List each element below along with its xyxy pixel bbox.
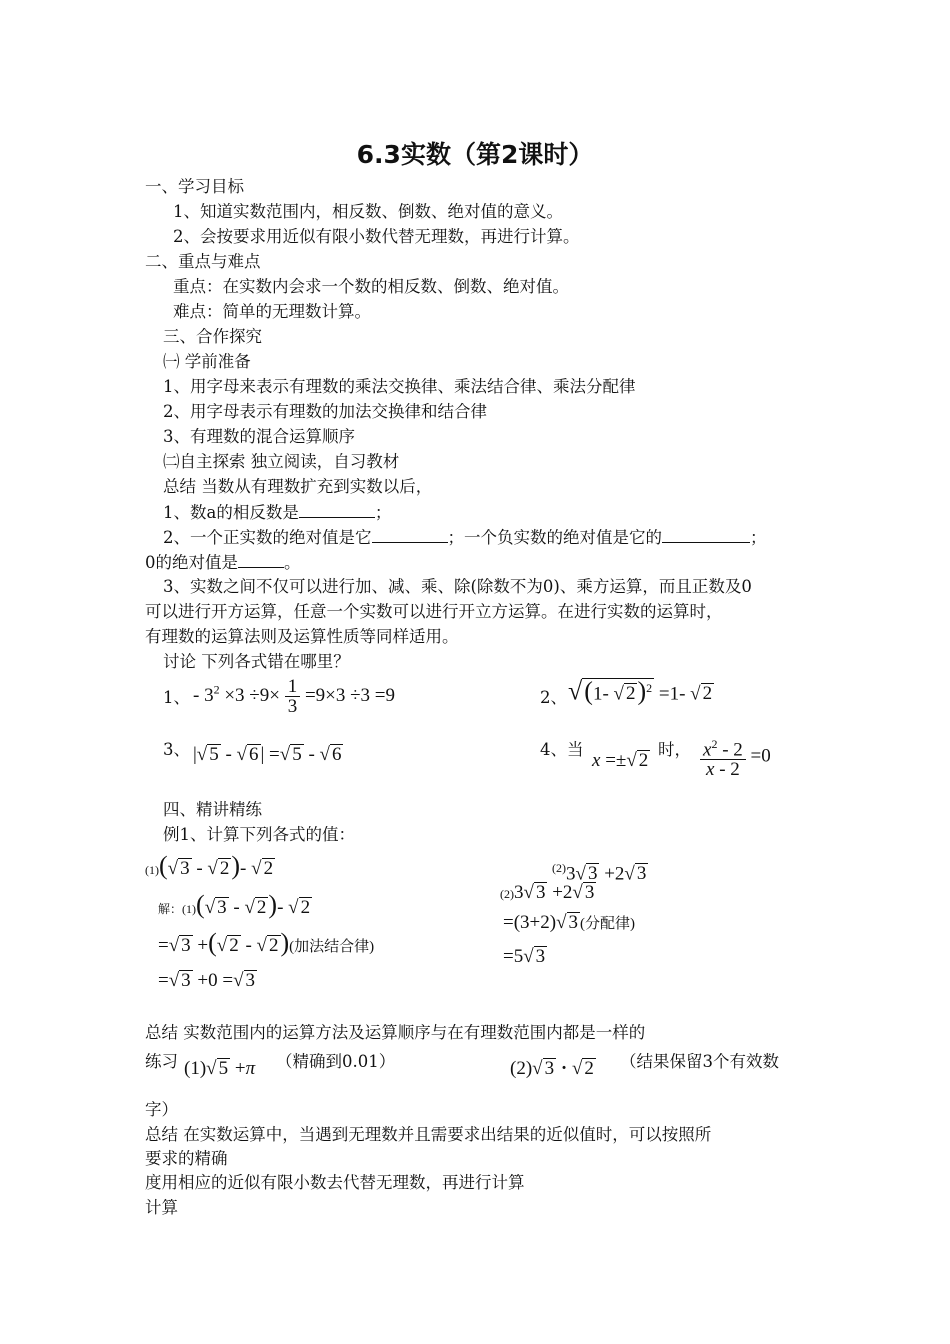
practice-1-formula: (1)√ 5 +π: [184, 1058, 256, 1079]
difficult-point: 难点：简单的无理数计算。: [173, 302, 371, 321]
practice-1-note: （精确到0.01）: [276, 1052, 396, 1071]
discussion-3-label: 3、: [163, 740, 190, 759]
section-key-points-heading: 二、重点与难点: [145, 252, 261, 271]
solution-2-line-1: (2)3√ 3 +2√ 3: [500, 882, 595, 903]
goal-1: 1、知道实数范围内，相反数、倒数、绝对值的意义。: [173, 202, 563, 221]
section-practice-heading: 四、精讲精练: [163, 800, 262, 819]
question-1-text: 1、数a的相反数是: [163, 503, 299, 522]
prep-item-2: 2、用字母表示有理数的加法交换律和结合律: [163, 402, 487, 421]
solution-label: 解：: [158, 902, 183, 916]
solution-line-1: 解：(1)(√ 3 - √ 2)- √ 2: [158, 890, 311, 919]
solution-2-line-3: =5√ 3: [503, 946, 546, 967]
summary-2: 总结 实数范围内的运算方法及运算顺序与在有理数范围内都是一样的: [145, 1023, 646, 1042]
question-2-text-c: ；: [750, 528, 767, 547]
goal-2: 2、会按要求用近似有限小数代替无理数，再进行计算。: [173, 227, 580, 246]
example-1-part-2: $^{(2)}$3√ 3 +2√ 3: [552, 861, 647, 885]
discussion-1-label: 1、: [163, 688, 190, 707]
calculate-heading: 计算: [145, 1198, 178, 1217]
associative-law-note: (加法结合律): [289, 939, 375, 955]
answer-blank[interactable]: [662, 527, 750, 543]
question-2: [163, 527, 767, 548]
discussion-4-formula: $\frac{x^2 - 2}{x - 2}$ =0: [700, 735, 771, 779]
practice-2-formula: (2)√ 3 · √ 2: [510, 1058, 594, 1079]
discussion-1-formula: - $3^2 \times 3 \div 9\times$ $\frac{1}{3}$ =9×3 ÷3 =9: [193, 676, 396, 717]
summary-3-line-3: 度用相应的近似有限小数去代替无理数，再进行计算: [145, 1173, 525, 1192]
prep-item-1: 1、用字母来表示有理数的乘法交换律、乘法结合律、乘法分配律: [163, 377, 636, 396]
answer-blank[interactable]: [372, 527, 448, 543]
practice-2-note-cont: 字）: [145, 1100, 178, 1119]
solution-line-3: =√ 3 +0 =√ 3: [158, 970, 256, 991]
example-1-part-1: (1)(√ 3 - √ 2)- √ 2: [145, 851, 274, 880]
solution-2-line-2: =(3+2)√ 3 (分配律): [503, 912, 636, 933]
summary-3-line-1: 总结 在实数运算中，当遇到无理数并且需要求出结果的近似值时，可以按照所: [145, 1125, 712, 1144]
discussion-4-condition: x =±√ 2: [592, 750, 649, 771]
question-1: [163, 502, 391, 523]
question-2-cont: [145, 552, 301, 573]
discussion-4-then: 时，: [658, 740, 691, 759]
discussion-2-label: 2、: [540, 688, 567, 707]
section-goals-heading: 一、学习目标: [145, 177, 244, 196]
question-2-text-b: ；一个负实数的绝对值是它的: [447, 528, 662, 547]
question-2-text-d: 0的绝对值是: [145, 553, 238, 572]
answer-blank[interactable]: [299, 502, 375, 518]
question-2-text-a: 2、一个正实数的绝对值是它: [163, 528, 372, 547]
discussion-4-label: 4、当: [540, 740, 584, 759]
section-explore-heading: 三、合作探究: [163, 327, 262, 346]
discussion-heading: 讨论 下列各式错在哪里？: [163, 652, 350, 671]
question-3-line-3: 有理数的运算法则及运算性质等同样适用。: [145, 627, 459, 646]
summary-3-line-2: 要求的精确: [145, 1149, 228, 1168]
example-1-heading: 例1、计算下列各式的值：: [163, 825, 355, 844]
question-1-end: ；: [374, 503, 392, 522]
solution-line-2: =√ 3 +(√ 2 - √ 2)(加法结合律): [158, 928, 375, 957]
discussion-2-formula: √(1- √ 2)$^2$ =1- √ 2: [568, 676, 713, 706]
page-title: 6.3实数（第2课时）: [356, 140, 594, 169]
practice-label: 练习: [145, 1052, 178, 1071]
answer-blank[interactable]: [238, 552, 284, 568]
discussion-3-formula: |√ 5 - √ 6 | =√ 5 - √ 6: [193, 744, 342, 765]
self-study-heading: ㈡自主探索 独立阅读，自习教材: [163, 452, 400, 471]
question-3-line-1: 3、实数之间不仅可以进行加、减、乘、除(除数不为0)、乘方运算，而且正数及0: [163, 577, 752, 596]
summary-1: 总结 当数从有理数扩充到实数以后，: [163, 477, 433, 496]
question-2-text-e: 。: [284, 553, 301, 572]
prep-item-3: 3、有理数的混合运算顺序: [163, 427, 355, 446]
prep-heading: ㈠ 学前准备: [163, 352, 251, 371]
practice-2-note: （结果保留3个有效数: [620, 1052, 779, 1071]
key-point: 重点：在实数内会求一个数的相反数、倒数、绝对值。: [173, 277, 569, 296]
distributive-law-note: (分配律): [580, 916, 636, 932]
question-3-line-2: 可以进行开方运算，任意一个实数可以进行开立方运算。在进行实数的运算时，: [145, 602, 723, 621]
